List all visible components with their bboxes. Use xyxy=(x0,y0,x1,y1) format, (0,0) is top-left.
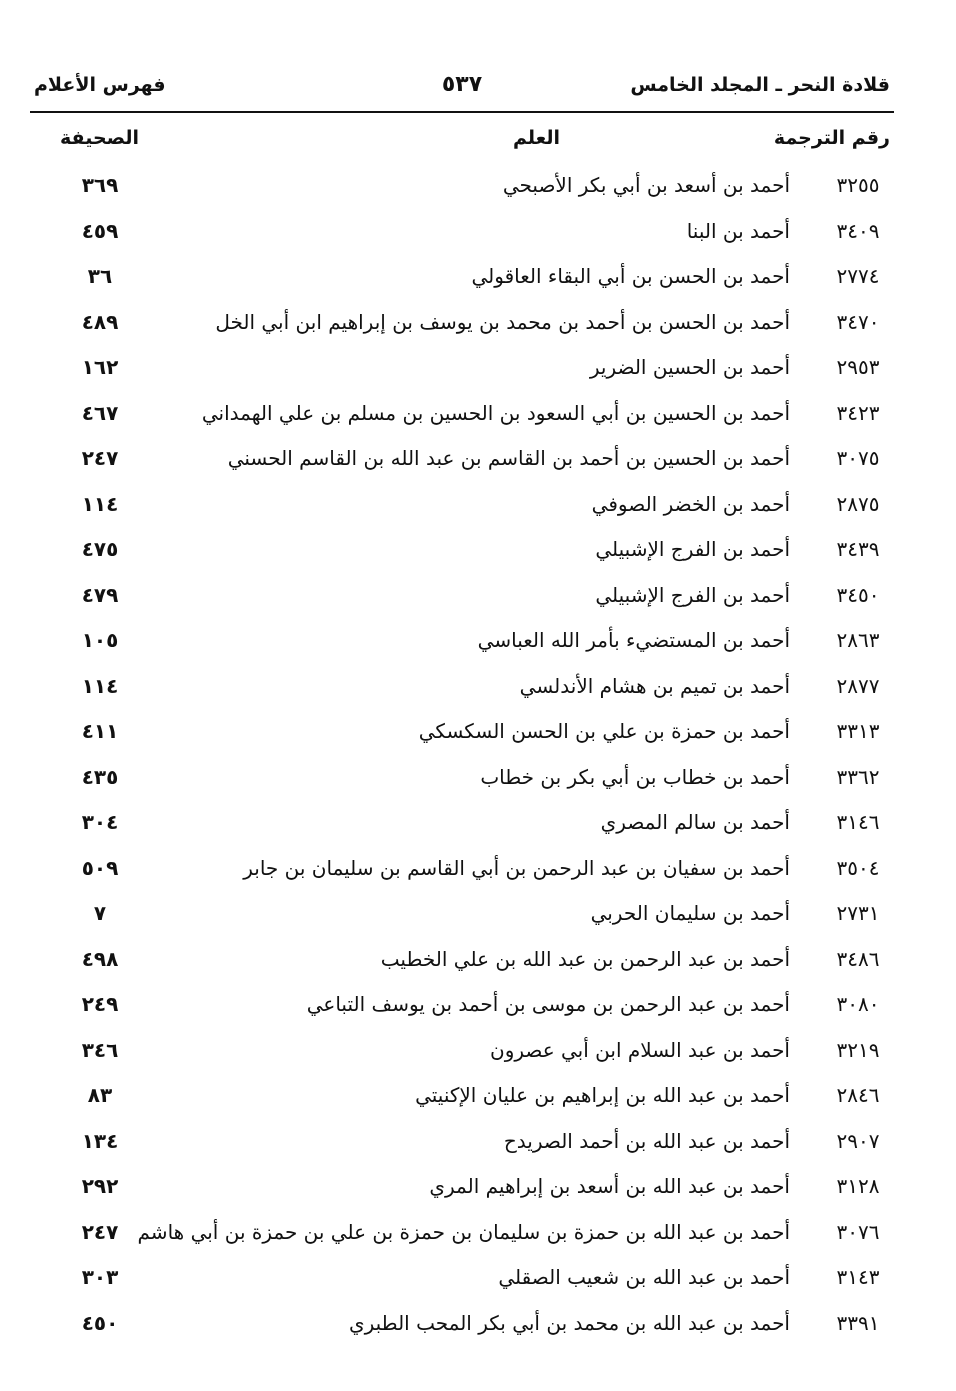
table-row xyxy=(60,213,890,259)
table-row xyxy=(60,1123,890,1169)
entry-number: ٢٩٥٣ xyxy=(836,355,880,379)
person-name: أحمد بن عبد الرحمن بن موسى بن أحمد بن يوسف التباعي xyxy=(306,992,790,1016)
page-reference: ٣٦ xyxy=(87,264,113,288)
table-row xyxy=(60,167,890,213)
person-name: أحمد بن الحسين بن أبي السعود بن الحسين بن مسلم بن علي الهمداني xyxy=(201,400,790,425)
entry-number: ٣٠٧٦ xyxy=(836,1219,880,1244)
person-name: أحمد بن المستضيء بأمر الله العباسي xyxy=(477,628,790,652)
person-name: أحمد بن الخضر الصوفي xyxy=(591,491,790,516)
person-name: أحمد بن عبد الله بن شعيب الصقلي xyxy=(498,1265,790,1289)
table-row xyxy=(60,895,890,941)
entry-number: ٢٧٣١ xyxy=(836,901,880,925)
page-reference: ١٦٢ xyxy=(81,355,119,379)
entry-number: ٣٣٦٢ xyxy=(836,764,880,789)
table-row xyxy=(60,1259,890,1305)
person-name: أحمد بن الحسين الضرير xyxy=(589,355,790,379)
table-row xyxy=(60,440,890,486)
table-row xyxy=(60,850,890,896)
page-reference: ٢٤٧ xyxy=(81,1219,119,1244)
page-reference: ٢٤٩ xyxy=(81,992,119,1016)
table-row xyxy=(60,258,890,304)
column-heading-name: العلم xyxy=(512,127,560,149)
entry-number: ٢٩٠٧ xyxy=(836,1128,880,1153)
table-row xyxy=(60,1305,890,1351)
entry-number: ٣٠٧٥ xyxy=(836,446,880,470)
table-row xyxy=(60,804,890,850)
table-row xyxy=(60,1168,890,1214)
table-row xyxy=(60,1077,890,1123)
person-name: أحمد بن أسعد بن أبي بكر الأصبحي xyxy=(502,173,790,197)
page-number: ٥٣٧ xyxy=(441,72,483,97)
person-name: أحمد بن الحسن بن أحمد بن محمد بن يوسف بن إبراهيم ابن أبي الخل xyxy=(215,309,790,334)
person-name: أحمد بن عبد الله بن محمد بن أبي بكر المحب الطبري xyxy=(348,1310,790,1335)
page-reference: ٨٣ xyxy=(87,1083,113,1107)
page-reference: ٢٩٢ xyxy=(81,1174,119,1198)
table-row xyxy=(60,395,890,441)
person-name: أحمد بن سليمان الحربي xyxy=(590,901,790,925)
entry-number: ٣٣١٣ xyxy=(836,719,880,743)
person-name: أحمد بن سفيان بن عبد الرحمن بن أبي القاسم بن سليمان بن جابر xyxy=(243,855,790,880)
entry-number: ٢٨٧٧ xyxy=(836,673,880,698)
page-reference: ٧ xyxy=(93,901,107,925)
person-name: أحمد بن عبد السلام ابن أبي عصرون xyxy=(490,1037,790,1062)
person-name: أحمد بن الفرج الإشبيلي xyxy=(595,582,790,607)
table-row xyxy=(60,1032,890,1078)
page-reference: ٤٧٩ xyxy=(81,582,119,607)
person-name: أحمد بن سالم المصري xyxy=(600,810,790,834)
person-name: أحمد بن حمزة بن علي بن الحسن السكسكي xyxy=(418,719,790,743)
page-reference: ٥٠٩ xyxy=(81,855,119,880)
entry-number: ٣٤٥٠ xyxy=(836,582,880,607)
column-heading-entry-number: رقم الترجمة xyxy=(773,127,890,149)
entry-number: ٢٧٧٤ xyxy=(836,264,880,288)
person-name: أحمد بن تميم بن هشام الأندلسي xyxy=(519,673,790,698)
entry-number: ٣١٤٦ xyxy=(836,810,880,834)
page-reference: ٤٧٥ xyxy=(81,537,119,561)
person-name: أحمد بن عبد الله بن أحمد الصريدح xyxy=(503,1128,790,1153)
entry-number: ٣١٤٣ xyxy=(836,1265,880,1289)
table-row xyxy=(60,531,890,577)
table-row xyxy=(60,759,890,805)
entry-number: ٣٤٨٦ xyxy=(836,946,880,971)
entry-number: ٣١٢٨ xyxy=(836,1174,880,1198)
page-reference: ٤١١ xyxy=(81,719,119,743)
book-title: قلادة النحر ـ المجلد الخامس xyxy=(630,74,890,96)
entry-number: ٣٢٥٥ xyxy=(836,173,880,197)
person-name: أحمد بن عبد الرحمن بن عبد الله بن علي الخطيب xyxy=(380,946,790,971)
entry-number: ٣٠٨٠ xyxy=(836,992,880,1016)
page-reference: ٤٦٧ xyxy=(81,400,119,425)
page-reference: ٤٨٩ xyxy=(81,309,119,334)
table-row xyxy=(60,304,890,350)
page-reference: ١١٤ xyxy=(81,673,119,698)
page-reference: ٤٩٨ xyxy=(81,946,119,971)
table-row xyxy=(60,668,890,714)
running-header xyxy=(34,70,890,110)
person-name: أحمد بن الحسين بن أحمد بن القاسم بن عبد الله بن القاسم الحسني xyxy=(227,446,790,470)
entry-number: ٣٣٩١ xyxy=(836,1310,880,1335)
entry-number: ٣٤٠٩ xyxy=(836,218,880,243)
person-name: أحمد بن عبد الله بن أسعد بن إبراهيم المري xyxy=(429,1174,790,1198)
page-reference: ١٠٥ xyxy=(81,628,119,652)
column-headings xyxy=(60,127,890,161)
page-reference: ٣٠٤ xyxy=(81,810,119,834)
table-row xyxy=(60,622,890,668)
person-name: أحمد بن عبد الله بن حمزة بن سليمان بن حمزة بن علي بن حمزة بن أبي هاشم xyxy=(137,1219,790,1244)
page-reference: ٤٥٩ xyxy=(81,218,119,243)
table-row xyxy=(60,941,890,987)
entry-number: ٢٨٧٥ xyxy=(836,491,880,516)
section-title: فهرس الأعلام xyxy=(34,74,166,96)
entry-number: ٣٤٧٠ xyxy=(836,309,880,334)
page-reference: ٤٣٥ xyxy=(81,764,119,789)
page-reference: ١٣٤ xyxy=(81,1128,119,1153)
entry-number: ٣٤٢٣ xyxy=(836,400,880,425)
table-row xyxy=(60,349,890,395)
entry-number: ٣٢١٩ xyxy=(836,1037,880,1062)
page-reference: ٣٦٩ xyxy=(81,173,119,197)
page-reference: ٣٠٣ xyxy=(81,1265,119,1289)
column-heading-page: الصحيفة xyxy=(60,127,140,149)
header-rule xyxy=(30,111,894,113)
entry-number: ٢٨٦٣ xyxy=(836,628,880,652)
index-table xyxy=(60,167,890,1350)
page-reference: ٤٥٠ xyxy=(81,1310,119,1335)
table-row xyxy=(60,577,890,623)
table-row xyxy=(60,713,890,759)
person-name: أحمد بن الحسن بن أبي البقاء العاقولي xyxy=(471,264,790,288)
table-row xyxy=(60,1214,890,1260)
page-reference: ٢٤٧ xyxy=(81,446,119,470)
page-reference: ٣٤٦ xyxy=(81,1037,119,1062)
page-reference: ١١٤ xyxy=(81,491,119,516)
entry-number: ٢٨٤٦ xyxy=(836,1083,880,1107)
entry-number: ٣٥٠٤ xyxy=(836,855,880,880)
entry-number: ٣٤٣٩ xyxy=(836,537,880,561)
table-row xyxy=(60,986,890,1032)
table-row xyxy=(60,486,890,532)
person-name: أحمد بن الفرج الإشبيلي xyxy=(595,537,790,561)
person-name: أحمد بن خطاب بن أبي بكر بن خطاب xyxy=(480,764,790,789)
person-name: أحمد بن عبد الله بن إبراهيم بن عليان الإكنيتي xyxy=(415,1083,790,1107)
person-name: أحمد بن البنا xyxy=(686,218,790,243)
